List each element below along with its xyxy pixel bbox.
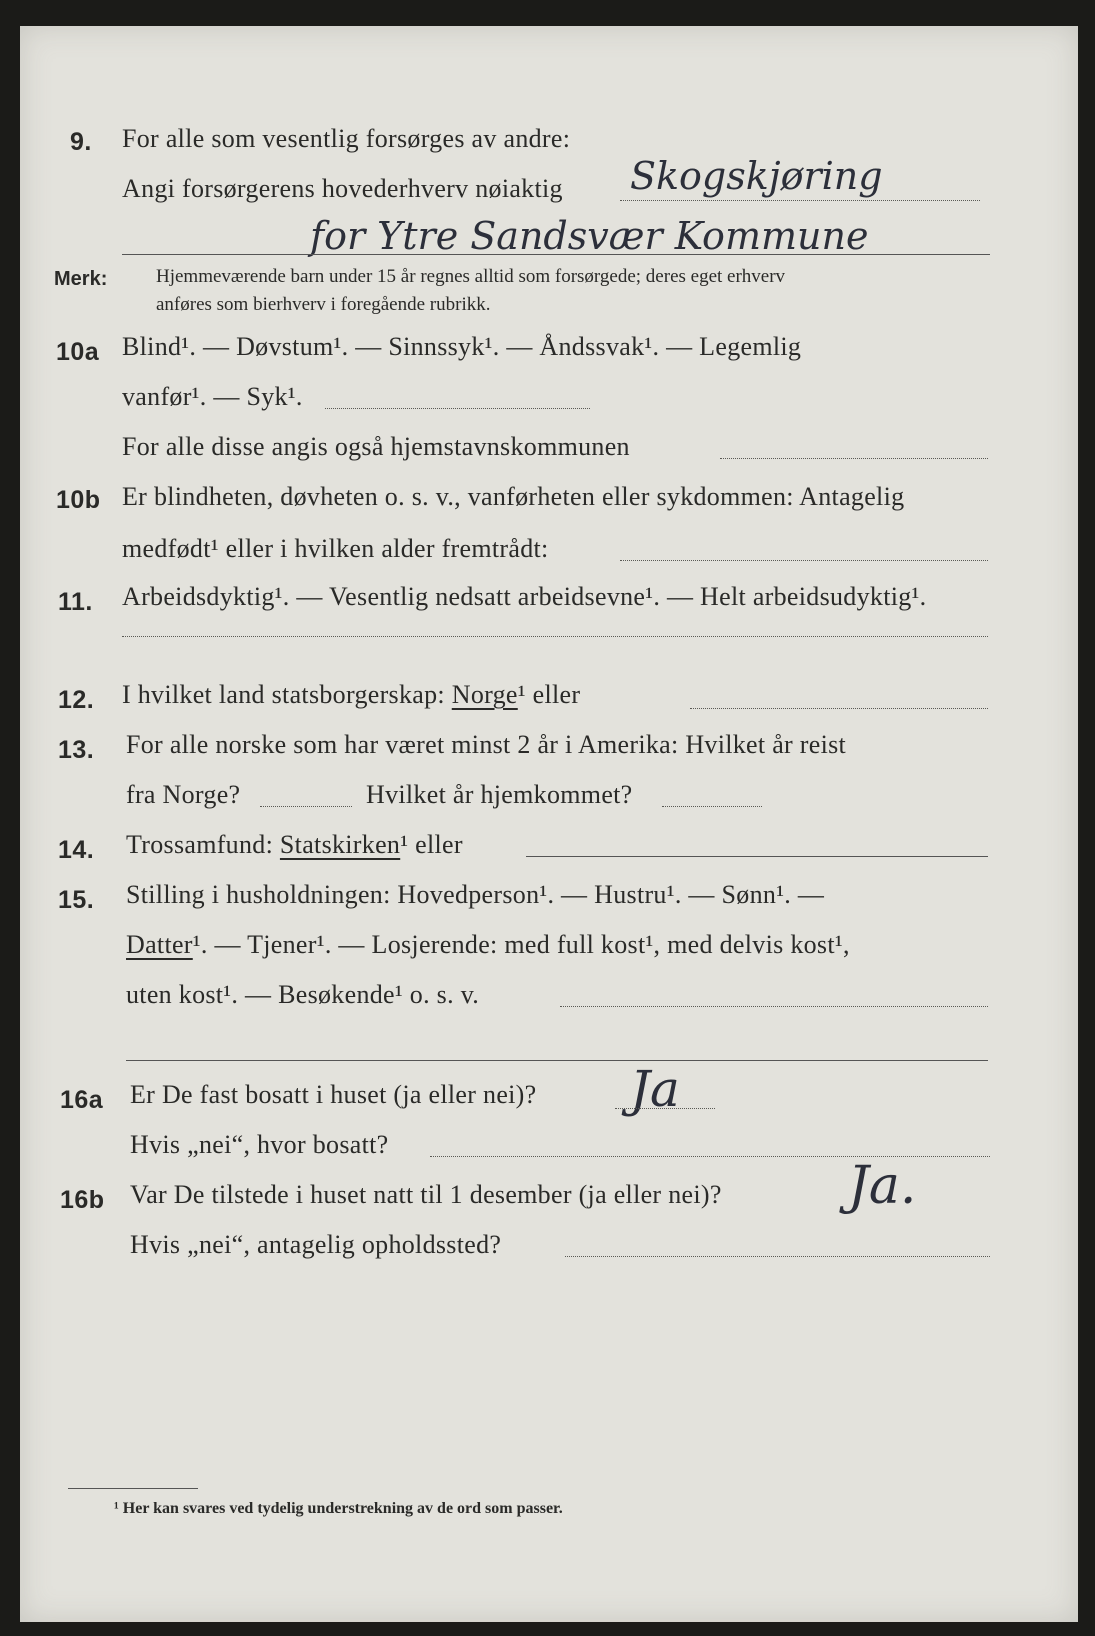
q9-line1: For alle som vesentlig forsørges av andre:: [122, 124, 571, 153]
q16a-line1: Er De fast bosatt i huset (ja eller nei)?: [130, 1080, 537, 1109]
q10a-line3: For alle disse angis også hjemstavnskommunen: [122, 432, 630, 461]
q12-line: [122, 680, 580, 710]
q15-line1: Stilling i husholdningen: Hovedperson¹. — Hustru¹. — Sønn¹. —: [126, 880, 825, 909]
q12-selected-norge: Norge: [451, 680, 518, 709]
census-form-page: [20, 26, 1078, 1622]
q13-line2a: fra Norge?: [126, 780, 241, 809]
q15-answer-rule: [126, 1060, 988, 1061]
q16a-handwritten-answer: Ja: [630, 1060, 680, 1118]
q11-line1: Arbeidsdyktig¹. — Vesentlig nedsatt arbeidsevne¹. — Helt arbeidsudyktig¹.: [122, 582, 927, 611]
q9-dotted-line-1: [620, 200, 980, 201]
q16b-line1: Var De tilstede i huset natt til 1 desember (ja eller nei)?: [130, 1180, 722, 1209]
q16b-line2: Hvis „nei“, antagelig opholdssted?: [130, 1230, 502, 1259]
q15-selected-datter: Datter: [126, 930, 193, 959]
footnote: [114, 1500, 563, 1518]
q12-suffix: ¹ eller: [517, 680, 581, 709]
footnote-mark: ¹: [114, 1500, 119, 1517]
q10a-line1: Blind¹. — Døvstum¹. — Sinnssyk¹. — Åndssvak¹. — Legemlig: [122, 332, 802, 361]
q16a-number: 16a: [60, 1086, 104, 1114]
q10a-line2: vanfør¹. — Syk¹.: [122, 382, 303, 411]
q14-question: Trossamfund:: [126, 830, 274, 859]
q12-number: 12.: [58, 686, 95, 714]
merk-line2: anføres som bierhverv i foregående rubrikk.: [156, 294, 491, 315]
q16b-number: 16b: [60, 1186, 105, 1214]
q10a-dotted-line-1: [325, 408, 590, 409]
footnote-rule: [68, 1488, 198, 1489]
q14-selected-statskirken: Statskirken: [279, 830, 401, 859]
merk-label: Merk:: [54, 268, 108, 290]
q14-answer-rule: [526, 856, 988, 857]
q13-number: 13.: [58, 736, 95, 764]
q9-line2: Angi forsørgerens hovederhverv nøiaktig: [122, 174, 563, 203]
q9-number: 9.: [70, 128, 92, 156]
q15-line2-rest: ¹. — Tjener¹. — Losjerende: med full kost¹, med delvis kost¹,: [192, 930, 850, 959]
q13-line1: For alle norske som har været minst 2 år i Amerika: Hvilket år reist: [126, 730, 847, 759]
q14-number: 14.: [58, 836, 95, 864]
q9-handwritten-answer-1: Skogskjøring: [630, 154, 883, 198]
q10b-line1: Er blindheten, døvheten o. s. v., vanførheten eller sykdommen: Antagelig: [122, 482, 905, 511]
q9-handwritten-answer-2: for Ytre Sandsvær Kommune: [310, 214, 869, 258]
q15-number: 15.: [58, 886, 95, 914]
q10b-number: 10b: [56, 486, 101, 514]
footnote-text: Her kan svares ved tydelig understrekning av de ord som passer.: [122, 1500, 563, 1517]
q15-line2: [126, 930, 850, 960]
q10b-dotted-line: [620, 560, 988, 561]
q16a-line2: Hvis „nei“, hvor bosatt?: [130, 1130, 389, 1159]
q16a-dotted-line-1: [615, 1108, 715, 1109]
q12-question: I hvilket land statsborgerskap:: [122, 680, 445, 709]
q15-line3: uten kost¹. — Besøkende¹ o. s. v.: [126, 980, 480, 1009]
q10a-dotted-line-2: [720, 458, 988, 459]
q9-answer-rule: [122, 254, 990, 255]
q10b-line2: medfødt¹ eller i hvilken alder fremtrådt:: [122, 534, 549, 563]
q13-dotted-line-1: [260, 806, 352, 807]
q16b-dotted-line: [565, 1256, 990, 1257]
q13-dotted-line-2: [662, 806, 762, 807]
q15-dotted-line: [560, 1006, 988, 1007]
q14-line: [126, 830, 463, 860]
q11-answer-line: [122, 636, 988, 637]
q16b-handwritten-answer: Ja.: [848, 1156, 917, 1216]
q14-suffix: ¹ eller: [400, 830, 463, 859]
q12-dotted-line: [690, 708, 988, 709]
q10a-number: 10a: [56, 338, 100, 366]
merk-line1: Hjemmeværende barn under 15 år regnes alltid som forsørgede; deres eget erhverv: [156, 266, 786, 287]
q11-number: 11.: [58, 588, 93, 616]
q13-line2b: Hvilket år hjemkommet?: [366, 780, 633, 809]
